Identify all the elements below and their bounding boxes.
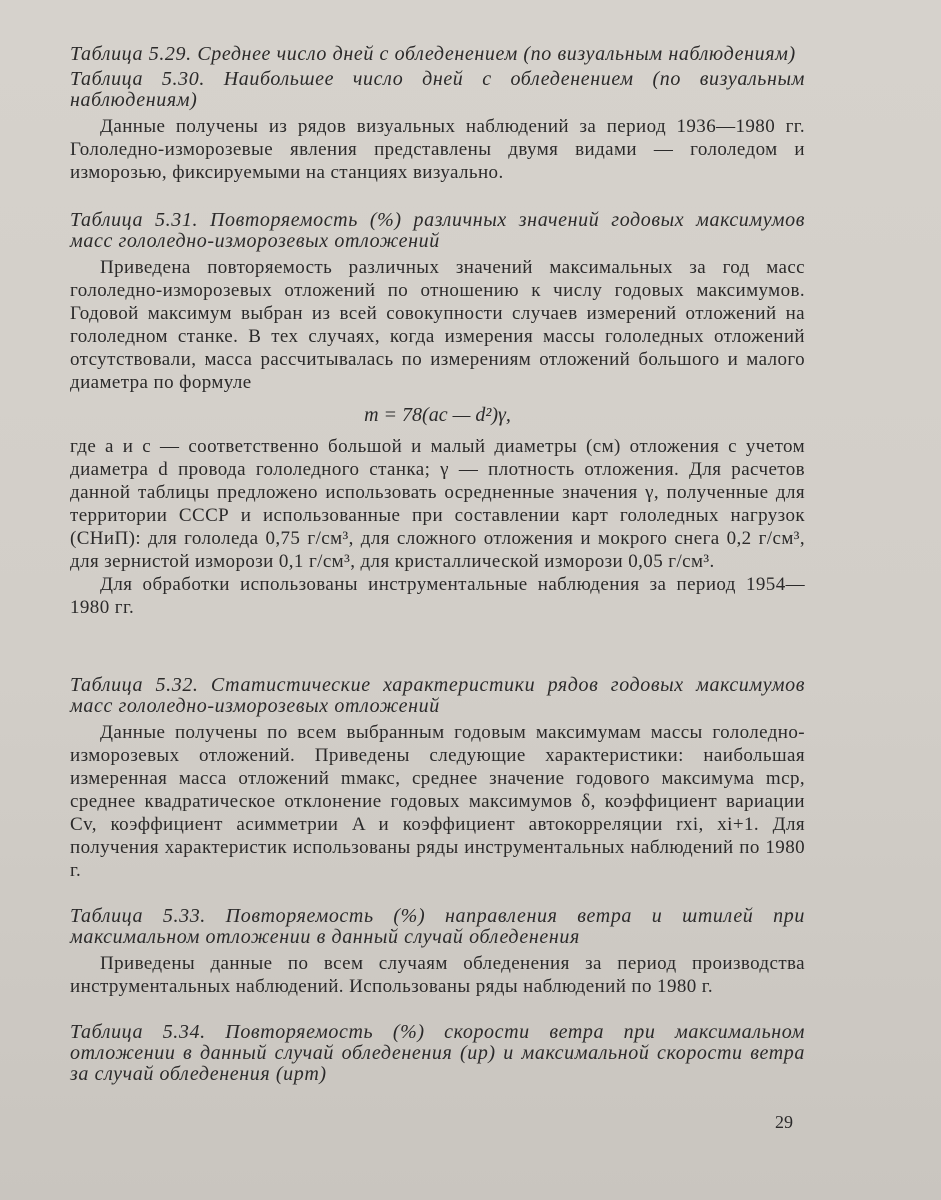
caption-table-5-34: Таблица 5.34. Повторяемость (%) скорости ветра при максимальном отложении в данный случай обледенения (uр) и максимальной скорости ветра за случай обледенения (uрm) [70, 1021, 805, 1085]
caption-table-5-32: Таблица 5.32. Статистические характеристики рядов годовых максимумов масс гололедно-изморозевых отложений [70, 674, 805, 717]
page-content [70, 44, 805, 1085]
paragraph-visual-observations: Данные получены из рядов визуальных наблюдений за период 1936—1980 гг. Гололедно-изморозевые явления представлены двумя видами — гололедом и изморозью, фиксируемыми на станциях визуально. [70, 116, 805, 183]
formula-mass: m = 78(ac — d²)γ, [364, 404, 511, 426]
caption-table-5-31: Таблица 5.31. Повторяемость (%) различных значений годовых максимумов масс гололедно-изморозевых отложений [70, 209, 805, 252]
caption-table-5-29: Таблица 5.29. Среднее число дней с обледенением (по визуальным наблюдениям) [70, 43, 796, 65]
paragraph-processing-period: Для обработки использованы инструментальные наблюдения за период 1954—1980 гг. [70, 574, 805, 618]
page-number: 29 [775, 1112, 793, 1132]
paragraph-wind-direction: Приведены данные по всем случаям обледенения за период производства инструментальных наблюдений. Использованы ряды наблюдений по 1980 г. [70, 953, 805, 997]
caption-table-5-30: Таблица 5.30. Наибольшее число дней с обледенением (по визуальным наблюдениям) [70, 68, 805, 111]
paragraph-statistics: Данные получены по всем выбранным годовым максимумам массы гололедно-изморозевых отложений. Приведены следующие характеристики: наибольшая измеренная масса отложений mмакс, среднее значение годового максимума mср, среднее квадратическое отклонение годовых максимумов δ, коэффициент вариации Cv, коэффициент асимметрии A и коэффициент автокорреляции rxi, xi+1. Для получения характеристик использованы ряды инструментальных наблюдений по 1980 г. [70, 722, 805, 881]
caption-table-5-33: Таблица 5.33. Повторяемость (%) направления ветра и штилей при максимальном отложении в данный случай обледенения [70, 905, 805, 948]
paragraph-max-mass: Приведена повторяемость различных значений максимальных за год масс гололедно-изморозевых отложений по отношению к числу годовых максимумов. Годовой максимум выбран из всей совокупности случаев измерений отложений на гололедном станке. В тех случаях, когда измерения массы гололедных отложений отсутствовали, масса рассчитывалась по измерениям отложений большого и малого диаметра по формуле [70, 257, 805, 393]
paragraph-formula-explanation: где a и c — соответственно большой и малый диаметры (см) отложения с учетом диаметра d провода гололедного станка; γ — плотность отложения. Для расчетов данной таблицы предложено использовать осредненные значения γ, полученные для территории СССР и использованные при составлении карт гололедных нагрузок (СНиП): для гололеда 0,75 г/см³, для сложного отложения и мокрого снега 0,2 г/см³, для зернистой изморози 0,1 г/см³, для кристаллической изморози 0,05 г/см³. [70, 436, 805, 572]
